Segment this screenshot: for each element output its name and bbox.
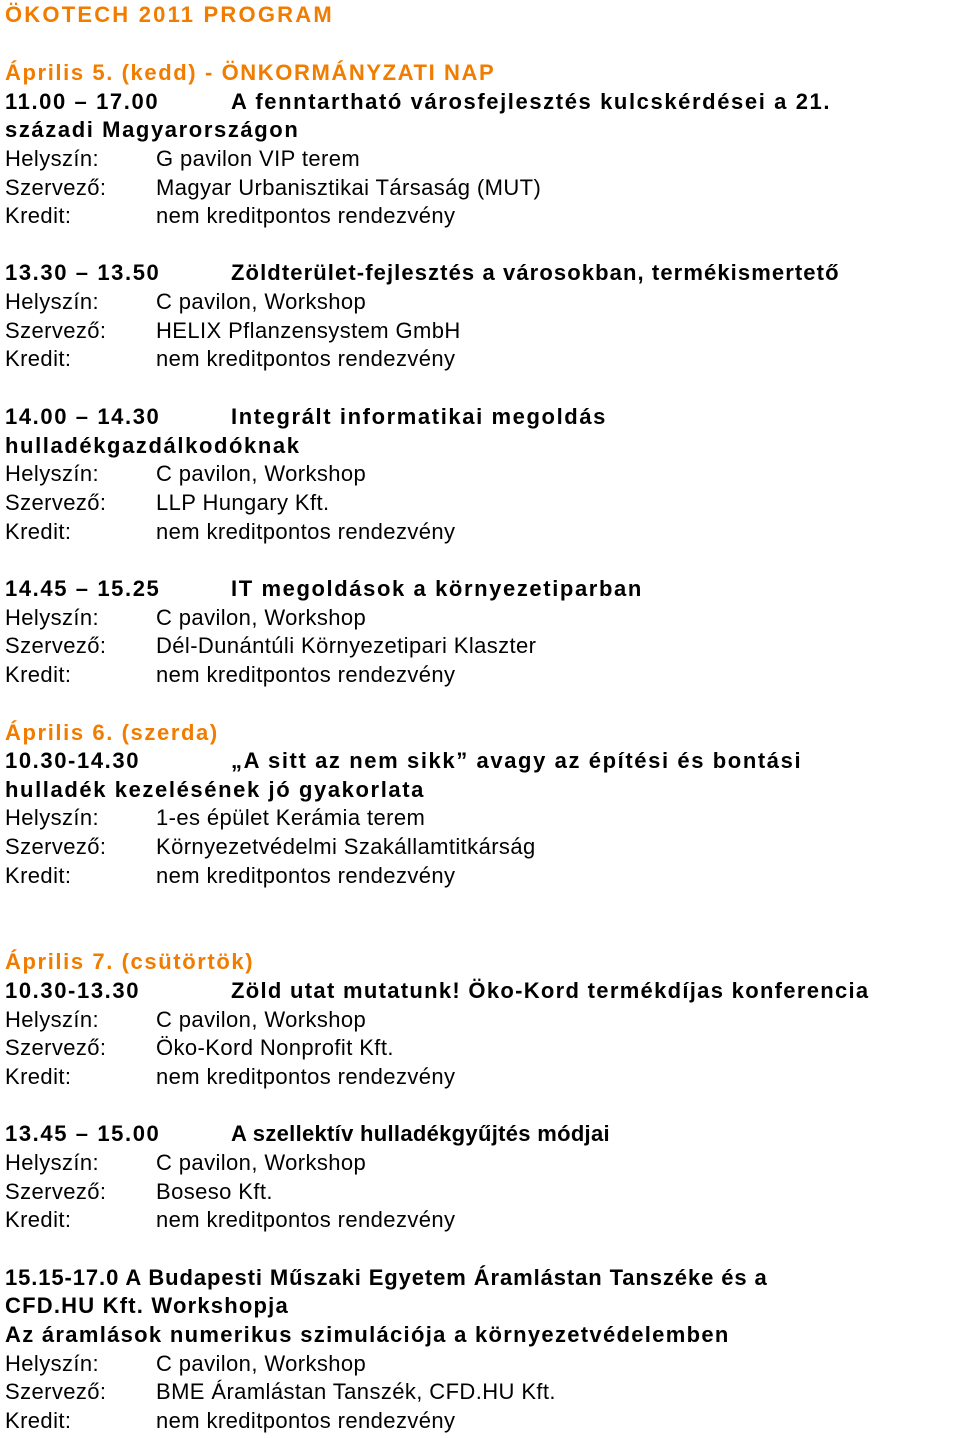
location-value: C pavilon, Workshop: [156, 289, 367, 314]
organizer-value: Boseso Kft.: [156, 1179, 273, 1204]
session-location: [5, 604, 366, 632]
location-label: Helyszín:: [5, 1007, 100, 1032]
credit-value: nem kreditpontos rendezvény: [156, 1064, 456, 1089]
credit-value: nem kreditpontos rendezvény: [156, 519, 456, 544]
location-value: C pavilon, Workshop: [156, 1007, 367, 1032]
session-location: [5, 1149, 366, 1177]
session-credit: [5, 345, 455, 373]
session-time: 14.00 – 14.30: [5, 404, 161, 429]
organizer-value: LLP Hungary Kft.: [156, 490, 330, 515]
location-value: C pavilon, Workshop: [156, 461, 367, 486]
organizer-label: Szervező:: [5, 834, 107, 859]
location-value: C pavilon, Workshop: [156, 605, 367, 630]
organizer-value: Környezetvédelmi Szakállamtitkárság: [156, 834, 536, 859]
session-location: [5, 1350, 366, 1378]
organizer-value: Öko-Kord Nonprofit Kft.: [156, 1035, 394, 1060]
session-title-text: Zöldterület-fejlesztés a városokban, termékismertető: [231, 260, 840, 285]
session-title: [5, 403, 607, 431]
organizer-label: Szervező:: [5, 1179, 107, 1204]
session-organizer: [5, 174, 541, 202]
session-organizer: [5, 833, 536, 861]
session-title-text: Integrált informatikai megoldás: [231, 404, 608, 429]
session-organizer: [5, 1034, 394, 1062]
location-label: Helyszín:: [5, 1351, 100, 1376]
organizer-label: Szervező:: [5, 318, 107, 343]
credit-label: Kredit:: [5, 662, 72, 687]
session-title-cont: CFD.HU Kft. Workshopja: [5, 1293, 289, 1318]
organizer-value: HELIX Pflanzensystem GmbH: [156, 318, 461, 343]
organizer-label: Szervező:: [5, 1379, 107, 1404]
session-credit: [5, 1063, 455, 1091]
session-location: [5, 804, 425, 832]
credit-label: Kredit:: [5, 1408, 72, 1433]
credit-label: Kredit:: [5, 1064, 72, 1089]
organizer-value: BME Áramlástan Tanszék, CFD.HU Kft.: [156, 1379, 556, 1404]
credit-value: nem kreditpontos rendezvény: [156, 1408, 456, 1433]
session-title-cont: századi Magyarországon: [5, 117, 300, 142]
location-value: 1-es épület Kerámia terem: [156, 805, 426, 830]
session-organizer: [5, 317, 461, 345]
location-label: Helyszín:: [5, 461, 100, 486]
location-value: C pavilon, Workshop: [156, 1150, 367, 1175]
session-credit: [5, 862, 455, 890]
credit-value: nem kreditpontos rendezvény: [156, 203, 456, 228]
session-location: [5, 145, 360, 173]
session-title-text: „A sitt az nem sikk” avagy az építési és bontási: [231, 748, 803, 773]
page-title: ÖKOTECH 2011 PROGRAM: [5, 2, 334, 27]
credit-label: Kredit:: [5, 203, 72, 228]
session-title: [5, 88, 831, 116]
organizer-value: Magyar Urbanisztikai Társaság (MUT): [156, 175, 542, 200]
day-heading: Április 7. (csütörtök): [5, 949, 255, 974]
organizer-label: Szervező:: [5, 175, 107, 200]
location-label: Helyszín:: [5, 805, 100, 830]
session-title: [5, 1120, 610, 1148]
credit-value: nem kreditpontos rendezvény: [156, 863, 456, 888]
session-credit: [5, 1206, 455, 1234]
organizer-label: Szervező:: [5, 1035, 107, 1060]
session-title-cont: hulladék kezelésének jó gyakorlata: [5, 777, 426, 802]
location-value: C pavilon, Workshop: [156, 1351, 367, 1376]
session-location: [5, 1006, 366, 1034]
session-time: 14.45 – 15.25: [5, 576, 161, 601]
session-credit: [5, 202, 455, 230]
credit-value: nem kreditpontos rendezvény: [156, 346, 456, 371]
location-label: Helyszín:: [5, 605, 100, 630]
credit-label: Kredit:: [5, 1207, 72, 1232]
day-heading: Április 6. (szerda): [5, 720, 219, 745]
credit-label: Kredit:: [5, 346, 72, 371]
location-value: G pavilon VIP terem: [156, 146, 361, 171]
session-title-text: A fenntartható városfejlesztés kulcskérdései a 21.: [231, 89, 832, 114]
session-subtitle: Az áramlások numerikus szimulációja a környezetvédelemben: [5, 1322, 730, 1347]
session-location: [5, 460, 366, 488]
session-title: 15.15-17.0 A Budapesti Műszaki Egyetem Áramlástan Tanszéke és a: [5, 1265, 768, 1290]
session-title-text: A szellektív hulladékgyűjtés módjai: [231, 1121, 610, 1146]
session-title-text: Zöld utat mutatunk! Öko-Kord termékdíjas konferencia: [231, 978, 870, 1003]
credit-value: nem kreditpontos rendezvény: [156, 662, 456, 687]
day-heading: Április 5. (kedd) - ÖNKORMÁNYZATI NAP: [5, 60, 496, 85]
session-title-cont: hulladékgazdálkodóknak: [5, 433, 301, 458]
location-label: Helyszín:: [5, 146, 100, 171]
session-credit: [5, 661, 455, 689]
credit-value: nem kreditpontos rendezvény: [156, 1207, 456, 1232]
session-organizer: [5, 1378, 556, 1406]
session-organizer: [5, 1178, 273, 1206]
session-credit: [5, 518, 455, 546]
session-organizer: [5, 632, 536, 660]
session-organizer: [5, 489, 330, 517]
session-title-text: IT megoldások a környezetiparban: [231, 576, 643, 601]
session-title: [5, 259, 840, 287]
session-title: [5, 575, 643, 603]
session-title: [5, 977, 869, 1005]
session-title: [5, 747, 802, 775]
session-location: [5, 288, 366, 316]
organizer-label: Szervező:: [5, 633, 107, 658]
session-time: 13.30 – 13.50: [5, 260, 161, 285]
session-time: 10.30-13.30: [5, 978, 141, 1003]
organizer-label: Szervező:: [5, 490, 107, 515]
session-time: 10.30-14.30: [5, 748, 141, 773]
session-time: 11.00 – 17.00: [5, 89, 160, 114]
credit-label: Kredit:: [5, 863, 72, 888]
organizer-value: Dél-Dunántúli Környezetipari Klaszter: [156, 633, 537, 658]
location-label: Helyszín:: [5, 1150, 100, 1175]
session-time: 13.45 – 15.00: [5, 1121, 161, 1146]
location-label: Helyszín:: [5, 289, 100, 314]
session-credit: [5, 1407, 455, 1435]
credit-label: Kredit:: [5, 519, 72, 544]
